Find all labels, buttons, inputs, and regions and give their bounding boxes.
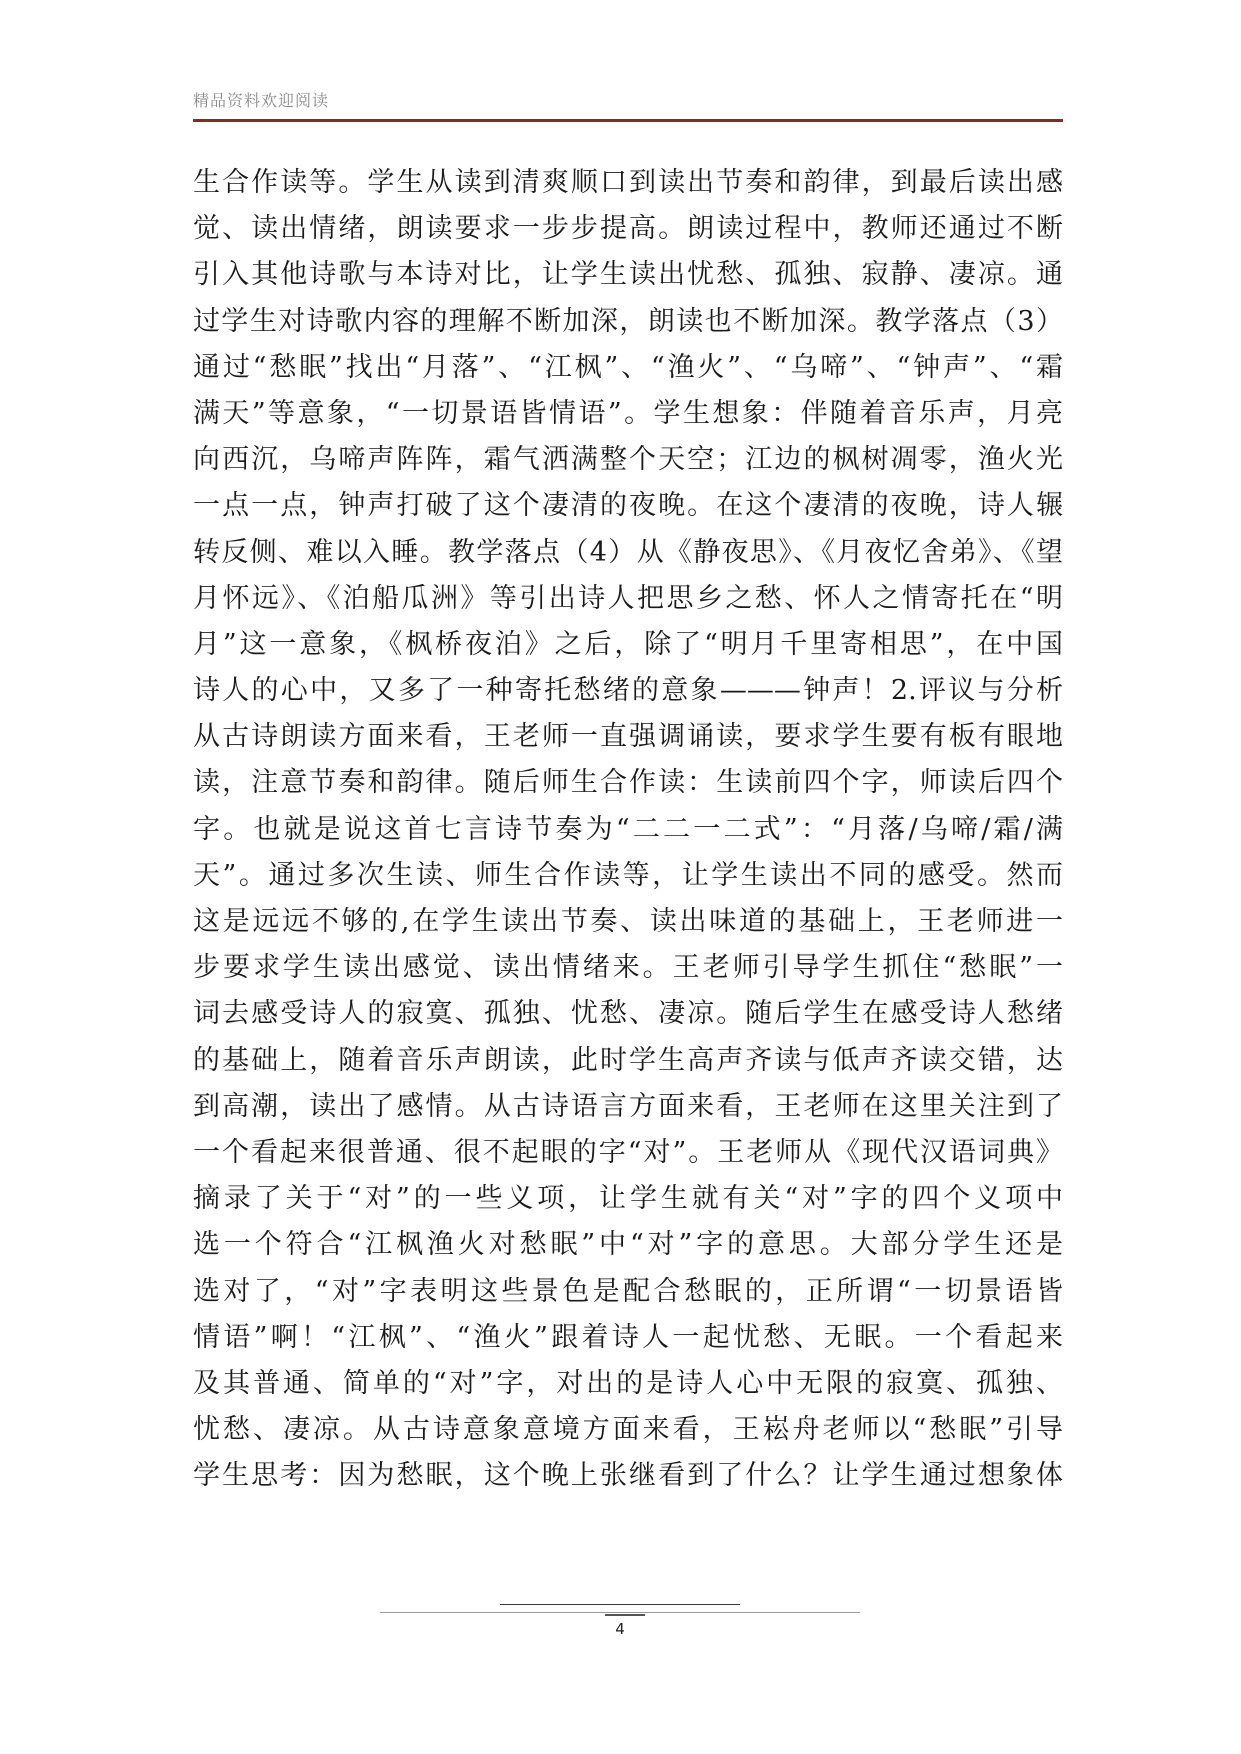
page-number: 4	[615, 1620, 625, 1638]
text-line: 选一个符合“江枫渔火对愁眠”中“对”字的意思。大部分学生还是	[193, 1229, 1063, 1261]
text-line: 忧愁、凄凉。从古诗意象意境方面来看，王崧舟老师以“愁眠”引导	[193, 1414, 1063, 1446]
text-line: 及其普通、简单的“对”字，对出的是诗人心中无限的寂寞、孤独、	[193, 1367, 1063, 1399]
footer-rule-long	[380, 1612, 860, 1613]
page-header	[193, 88, 1063, 128]
text-line: 满天”等意象，“一切景语皆情语”。学生想象：伴随着音乐声，月亮	[193, 397, 1063, 429]
text-line: 月怀远》、《泊船瓜洲》等引出诗人把思乡之愁、怀人之情寄托在“明	[193, 582, 1063, 614]
text-line: 引入其他诗歌与本诗对比，让学生读出忧愁、孤独、寂静、凄凉。通	[193, 259, 1063, 291]
text-line: 诗人的心中，又多了一种寄托愁绪的意象———钟声！2.评议与分析	[193, 675, 1063, 707]
text-line: 过学生对诗歌内容的理解不断加深，朗读也不断加深。教学落点（3）	[193, 305, 1063, 337]
text-line: 字。也就是说这首七言诗节奏为“二二一二式”：“月落/乌啼/霜/满	[193, 813, 1063, 845]
footer-mark	[605, 1614, 645, 1616]
text-line: 天”。通过多次生读、师生合作读等，让学生读出不同的感受。然而	[193, 859, 1063, 891]
text-line: 一个看起来很普通、很不起眼的字“对”。王老师从《现代汉语词典》	[193, 1136, 1063, 1168]
text-line: 从古诗朗读方面来看，王老师一直强调诵读，要求学生要有板有眼地	[193, 721, 1063, 753]
text-line: 摘录了关于“对”的一些义项，让学生就有关“对”字的四个义项中	[193, 1183, 1063, 1215]
header-rule	[193, 119, 1063, 122]
text-line: 读，注意节奏和韵律。随后师生合作读：生读前四个字，师读后四个	[193, 767, 1063, 799]
body-text	[193, 160, 1063, 1499]
text-line: 的基础上，随着音乐声朗读，此时学生高声齐读与低声齐读交错，达	[193, 1044, 1063, 1076]
text-line: 觉、读出情绪，朗读要求一步步提高。朗读过程中，教师还通过不断	[193, 213, 1063, 245]
text-line: 词去感受诗人的寂寞、孤独、忧愁、凄凉。随后学生在感受诗人愁绪	[193, 998, 1063, 1030]
text-line: 情语”啊！“江枫”、“渔火”跟着诗人一起忧愁、无眠。一个看起来	[193, 1321, 1063, 1353]
text-line: 向西沉，乌啼声阵阵，霜气洒满整个天空；江边的枫树凋零，渔火光	[193, 444, 1063, 476]
text-line: 步要求学生读出感觉、读出情绪来。王老师引导学生抓住“愁眠”一	[193, 952, 1063, 984]
text-line: 一点一点，钟声打破了这个凄清的夜晚。在这个凄清的夜晚，诗人辗	[193, 490, 1063, 522]
page-footer	[380, 1604, 880, 1654]
text-line: 选对了，“对”字表明这些景色是配合愁眠的，正所谓“一切景语皆	[193, 1275, 1063, 1307]
text-line: 这是远远不够的,在学生读出节奏、读出味道的基础上，王老师进一	[193, 906, 1063, 937]
text-line: 到高潮，读出了感情。从古诗语言方面来看，王老师在这里关注到了	[193, 1090, 1063, 1122]
text-line: 通过“愁眠”找出“月落”、“江枫”、“渔火”、“乌啼”、“钟声”、“霜	[193, 351, 1063, 383]
header-text: 精品资料欢迎阅读	[193, 91, 330, 110]
text-line: 生合作读等。学生从读到清爽顺口到读出节奏和韵律，到最后读出感	[193, 167, 1063, 198]
text-line: 学生思考：因为愁眠，这个晚上张继看到了什么？让学生通过想象体	[193, 1460, 1063, 1492]
text-line: 月”这一意象，《枫桥夜泊》之后，除了“明月千里寄相思”，在中国	[193, 628, 1063, 660]
text-line: 转反侧、难以入睡。教学落点（4）从《静夜思》、《月夜忆舍弟》、《望	[193, 536, 1063, 568]
footer-rule-short	[500, 1604, 740, 1605]
